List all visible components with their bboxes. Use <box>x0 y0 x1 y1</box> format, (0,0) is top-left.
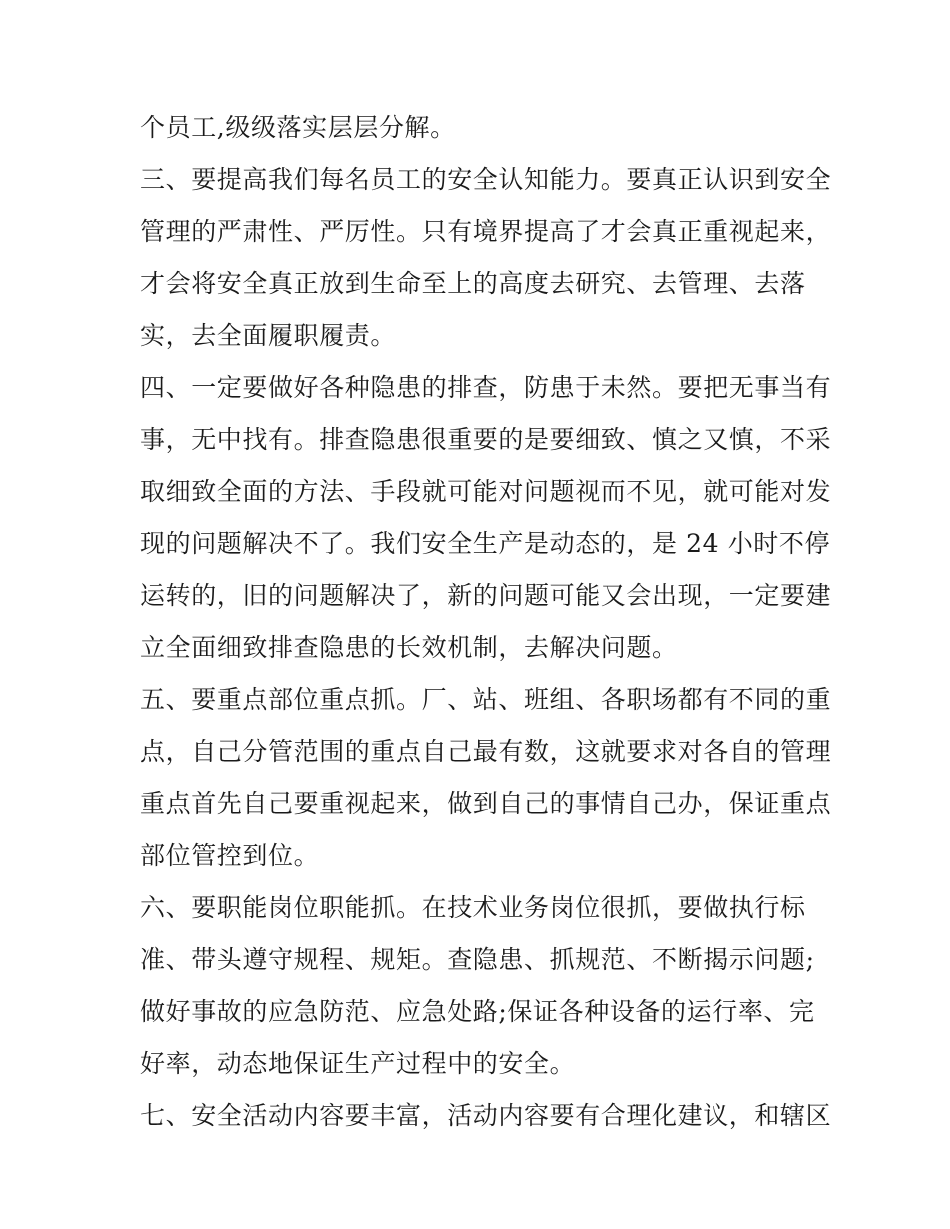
text-line: 四、一定要做好各种隐患的排查，防患于未然。要把无事当有 <box>140 373 832 402</box>
text-line: 个员工,级级落实层层分解。 <box>140 113 456 142</box>
text-line: 实，去全面履职履责。 <box>140 321 397 350</box>
text-line: 才会将安全真正放到生命至上的高度去研究、去管理、去落 <box>140 269 806 298</box>
text-line: 做好事故的应急防范、应急处路;保证各种设备的运行率、完 <box>140 997 815 1026</box>
text-line: 重点首先自己要重视起来，做到自己的事情自己办，保证重点 <box>140 789 832 818</box>
text-line: 事，无中找有。排查隐患很重要的是要细致、慎之又慎，不采 <box>140 425 832 454</box>
text-line: 好率，动态地保证生产过程中的安全。 <box>140 1049 576 1078</box>
text-line: 部位管控到位。 <box>140 841 320 870</box>
text-line: 六、要职能岗位职能抓。在技术业务岗位很抓，要做执行标 <box>140 893 806 922</box>
text-line: 五、要重点部位重点抓。厂、站、班组、各职场都有不同的重 <box>140 685 832 714</box>
text-line: 运转的，旧的问题解决了，新的问题可能又会出现，一定要建 <box>140 581 832 610</box>
text-line: 三、要提高我们每名员工的安全认知能力。要真正认识到安全 <box>140 165 832 194</box>
text-line: 管理的严肃性、严厉性。只有境界提高了才会真正重视起来， <box>140 217 832 246</box>
text-line: 准、带头遵守规程、规矩。查隐患、抓规范、不断揭示问题; <box>140 945 815 974</box>
text-line: 七、安全活动内容要丰富，活动内容要有合理化建议，和辖区 <box>140 1101 832 1130</box>
text-line: 点，自己分管范围的重点自己最有数，这就要求对各自的管理 <box>140 737 832 766</box>
text-line: 取细致全面的方法、手段就可能对问题视而不见，就可能对发 <box>140 477 832 506</box>
text-line: 立全面细致排查隐患的长效机制，去解决问题。 <box>140 633 678 662</box>
text-line: 现的问题解决不了。我们安全生产是动态的，是 24 小时不停 <box>140 529 831 558</box>
